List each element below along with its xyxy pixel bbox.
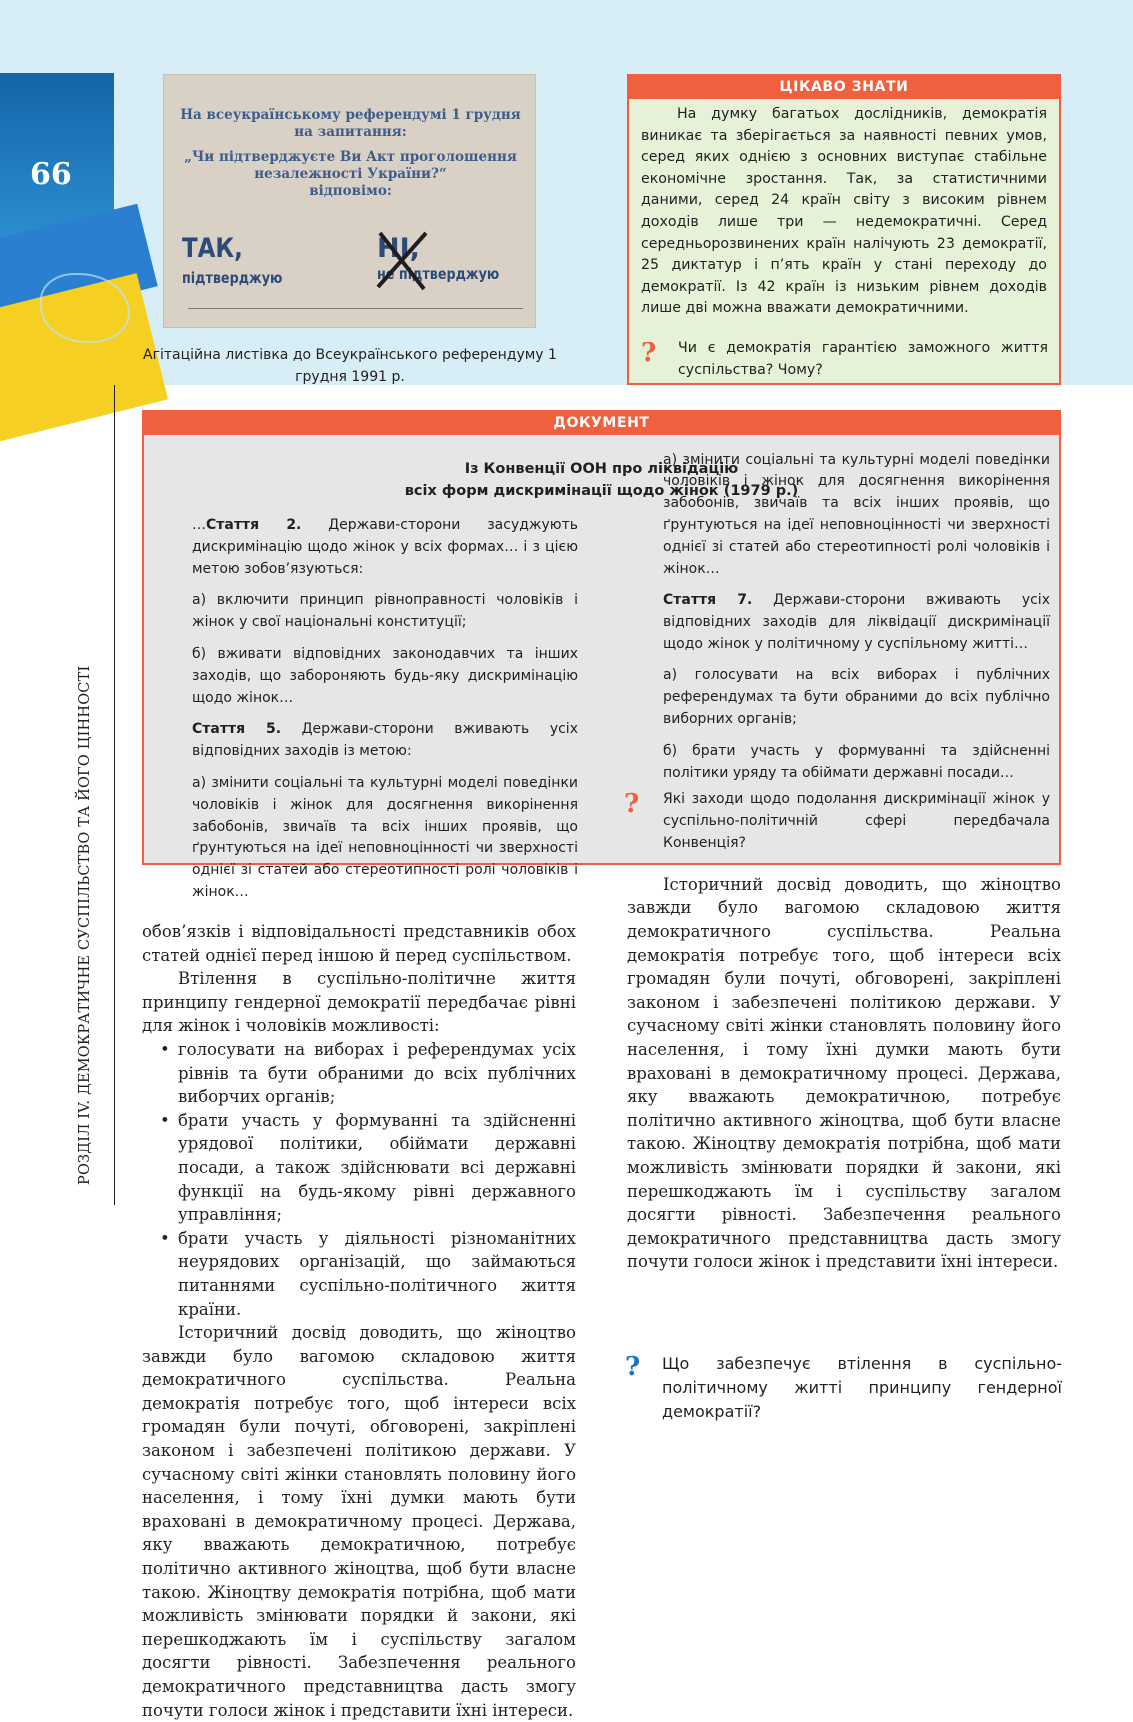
referendum-leaflet-image (163, 74, 536, 328)
body-right-column (627, 874, 1061, 1304)
bullet-list (142, 1038, 576, 1321)
leaflet-line: незалежності України?“ (254, 166, 447, 182)
side-divider (114, 385, 115, 1205)
body-paragraph: Втілення в суспільно-політичне життя принципу гендерної демократії передбачає рівні для жінок і чоловіків можливості: (142, 969, 576, 1036)
page-number-strip (0, 73, 114, 385)
leaflet-caption: Агітаційна листівка до Всеукраїнського референдуму 1 грудня 1991 р. (143, 347, 557, 385)
fact-box-text: На думку багатьох дослідників, демократія виникає та зберігається за наявності певних умов, серед яких однією з основних виступає стабільне економічне зростання. Так, за статистичними даними, серед 24 країн світу з високим рівнем доходів лише три — недемократичні. Серед середньорозвинених країн налічують 23 демократії, 25 диктатур і п’ять країн у стані переходу до демократії. Із 42 країн із низьким рівнем доходів лише дві можна вважати демократичними. (641, 106, 1047, 317)
document-title: Із Конвенції ООН про ліквідацію всіх форм дискримінації щодо жінок (1979 р.) (404, 461, 799, 499)
article-7-item-a: а) голосувати на всіх виборах і публічних референдумах та бути обраними до всіх публічно виборних органів; (663, 667, 1050, 727)
cross-mark-icon (372, 225, 432, 295)
article-5-item-a: а) змінити соціальні та культурні моделі поведінки чоловіків і жінок для досягнення викорінення забобонів, звичаїв та всіх інших проявів, що ґрунтуються на ідеї неповноцінності чи зверхності однієї зі статей або стереотипності ролі чоловіків і жінок… (192, 774, 578, 900)
article-2-item-a: а) включити принцип рівноправності чоловіків і жінок у свої національні конституції; (192, 592, 578, 631)
fact-box-question: Чи є демократія гарантією заможного життя суспільства? Чому? (678, 340, 1048, 378)
document-question: Які заходи щодо подолання дискримінації жінок у суспільно-політичній сфері передбачала Конвенція? (663, 791, 1050, 851)
list-item: • голосувати на виборах і референдумах усіх рівнів та бути обраними до всіх публічних виборчих органів; (142, 1038, 576, 1109)
page-number: 66 (30, 157, 72, 192)
leaflet-yes: ТАК, (182, 233, 243, 264)
question-mark-icon: ? (625, 1352, 641, 1382)
bottom-question: Що забезпечує втілення в суспільно-політичному житті принципу гендерної демократії? (662, 1354, 1062, 1421)
document-heading: ДОКУМЕНТ (144, 412, 1059, 435)
document-left-column: …Стаття 2. Держави-сторони засуджують дискримінацію щодо жінок у всіх формах… і з цією метою зобов’язуються: а) включити принцип рівноправності чоловіків і жінок у свої національні конституції; б) вживати відповідних законодавчих та інших заходів, що забороняють будь-яку дискримінацію щодо жінок… Стаття 5. Держави-сторони вживають усіх відповідних заходів із метою: а) змінити соціальні та культурні моделі поведінки чоловіків і жінок для досягнення викорінення забобонів, звичаїв та всіх інших проявів, що ґрунтуються на ідеї неповноцінності чи зверхності однієї зі статей або стереотипності ролі чоловіків і жінок… (192, 517, 578, 900)
leaflet-no: НІ, (377, 233, 420, 264)
question-mark-icon: ? (641, 338, 657, 368)
leaflet-line: відповімо: (309, 183, 392, 199)
body-paragraph-continued: Історичний досвід доводить, що жіноцтво завжди було вагомою складовою життя демократичного суспільства. Реальна демократія потребує того, щоб інтереси всіх громадян були почуті, обговорені, закріплені законом і забезпечені політикою держави. У сучасному світі жінки становлять половину його населення, і тому їхні думки мають бути враховані в демократичному процесі. Держава, яку вважають демократичною, потребує політично активного жіноцтва, щоб бути власне такою. Жіноцтву демократія потрібна, щоб мати можливість змінювати порядки й закони, які перешкоджають їм і суспільству загалом досягти рівності. Забезпечення реального демократичного представництва дасть змогу почути голоси жінок і представити їхні інтереси. (627, 874, 1061, 1272)
body-paragraph: Історичний досвід доводить, що жіноцтво завжди було вагомою складовою життя демократичного суспільства. Реальна демократія потребує того, щоб інтереси всіх громадян були почуті, обговорені, закріплені законом і забезпечені політикою держави. У сучасному світі жінки становлять половину його населення, і тому їхні думки мають бути враховані в демократичному процесі. Держава, яку вважають демократичною, потребує політично активного жіноцтва, щоб бути власне такою. Жіноцтву демократія потрібна, щоб мати можливість змінювати порядки й закони, які перешкоджають їм і суспільству загалом досягти рівності. Забезпечення реального демократичного представництва дасть змогу почути голоси жінок і представити їхні інтереси. (142, 1323, 576, 1720)
body-paragraph: обов’язків і відповідальності представників обох статей однієї перед іншою й перед суспільством. (142, 922, 576, 965)
leaflet-yes-sub: підтверджую (182, 269, 283, 287)
fact-box-heading: ЦІКАВО ЗНАТИ (629, 76, 1059, 99)
document-right-column: а) змінити соціальні та культурні моделі поведінки чоловіків і жінок для досягнення викорінення забобонів, звичаїв та всіх інших проявів, що ґрунтуються на ідеї неповноцінності чи зверхності однієї зі статей або стереотипності ролі чоловіків і жінок… Стаття 7. Держави-сторони вживають усіх відповідних заходів для ліквідації дискримінації щодо жінок у політичному у суспільному житті… а) голосувати на всіх виборах і публічних референдумах та бути обраними до всіх публічно виборних органів; б) брати участь у формуванні та здійсненні політики уряду та обіймати державні посади… (663, 515, 1050, 794)
document-box (142, 410, 1061, 900)
article-7-item-b: б) брати участь у формуванні та здійсненні політики уряду та обіймати державні посади… (663, 742, 1050, 781)
question-mark-icon: ? (624, 789, 640, 819)
article-5-label: Стаття 5. (192, 721, 282, 738)
leaflet-no-sub: не підтверджую (377, 265, 500, 283)
leaflet-line: „Чи підтверджуєте Ви Акт проголошення (184, 149, 517, 165)
section-title: РОЗДІЛ IV. ДЕМОКРАТИЧНЕ СУСПІЛЬСТВО ТА ЙОГО ЦІННОСТІ (77, 665, 93, 1185)
article-7-label: Стаття 7. (663, 592, 753, 608)
list-item: • брати участь у формуванні та здійсненні урядової політики, обіймати державні посади, а також здійснювати всі державні функції на будь-якому рівні державного управління; (142, 1109, 576, 1227)
list-item: • брати участь у діяльності різноманітних неурядових організацій, що займаються питаннями суспільно-політичного життя країни. (142, 1227, 576, 1321)
body-left-column (142, 920, 576, 1720)
article-2-label: Стаття 2. (206, 517, 302, 533)
article-2-item-b: б) вживати відповідних законодавчих та інших заходів, що забороняють будь-яку дискримінацію щодо жінок… (192, 645, 578, 706)
leaflet-line: На всеукраїнському референдумі 1 грудня (180, 107, 521, 123)
article-5-item-a-continued: а) змінити соціальні та культурні моделі поведінки чоловіків і жінок для досягнення викорінення забобонів, звичаїв та всіх інших проявів, що ґрунтуються на ідеї неповноцінності чи зверхності однієї зі статей або стереотипності ролі чоловіків і жінок… (663, 451, 1050, 577)
interesting-fact-box (627, 74, 1061, 385)
leaflet-footer-rule (188, 308, 523, 309)
leaflet-line: на запитання: (294, 124, 407, 140)
